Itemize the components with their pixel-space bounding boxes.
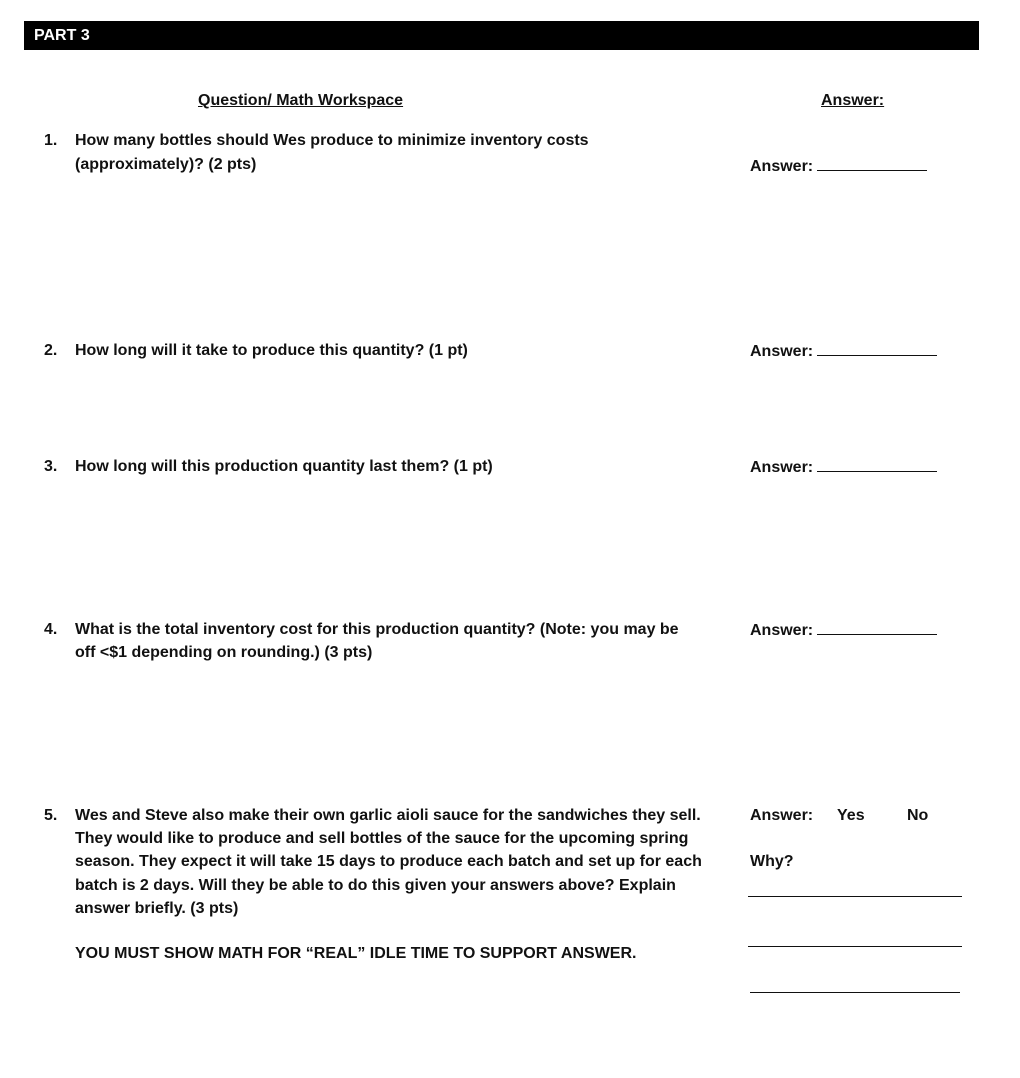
why-answer-line[interactable] xyxy=(750,992,960,993)
why-answer-line[interactable] xyxy=(748,896,962,897)
answer-blank[interactable] xyxy=(817,618,937,635)
no-option[interactable]: No xyxy=(907,807,929,824)
answer-header: Answer: xyxy=(821,92,885,109)
answer-field-2[interactable] xyxy=(750,339,937,363)
answer-field-1[interactable] xyxy=(750,154,927,178)
answer-label: Answer: xyxy=(750,343,814,360)
question-number: 4. xyxy=(44,621,58,638)
question-number: 2. xyxy=(44,342,58,359)
answer-label: Answer: xyxy=(750,622,814,639)
math-note: YOU MUST SHOW MATH FOR “REAL” IDLE TIME TO SUPPORT ANSWER. xyxy=(75,945,637,962)
answer-blank[interactable] xyxy=(817,154,927,171)
question-text-line: (approximately)? (2 pts) xyxy=(75,156,257,173)
question-number: 3. xyxy=(44,458,58,475)
answer-label: Answer: xyxy=(750,807,814,824)
answer-field-3[interactable] xyxy=(750,455,937,479)
question-text-line: off <$1 depending on rounding.) (3 pts) xyxy=(75,644,373,661)
answer-blank[interactable] xyxy=(817,455,937,472)
question-text-line: They would like to produce and sell bottles of the sauce for the upcoming spring xyxy=(75,830,689,847)
answer-label: Answer: xyxy=(750,459,814,476)
question-number: 1. xyxy=(44,132,58,149)
part-banner: PART 3 xyxy=(24,21,979,50)
question-text-line: How long will it take to produce this quantity? (1 pt) xyxy=(75,342,468,359)
workspace-header: Question/ Math Workspace xyxy=(198,92,404,109)
answer-blank[interactable] xyxy=(817,339,937,356)
why-label: Why? xyxy=(750,853,794,870)
question-text-line: Wes and Steve also make their own garlic aioli sauce for the sandwiches they sell. xyxy=(75,807,701,824)
question-text-line: answer briefly. (3 pts) xyxy=(75,900,239,917)
answer-label: Answer: xyxy=(750,158,814,175)
yes-option[interactable]: Yes xyxy=(837,807,865,824)
question-text-line: How many bottles should Wes produce to minimize inventory costs xyxy=(75,132,589,149)
question-number: 5. xyxy=(44,807,58,824)
answer-field-4[interactable] xyxy=(750,618,937,642)
why-answer-line[interactable] xyxy=(748,946,962,947)
question-text-line: season. They expect it will take 15 days to produce each batch and set up for each xyxy=(75,853,702,870)
question-text-line: batch is 2 days. Will they be able to do this given your answers above? Explain xyxy=(75,877,676,894)
question-text-line: How long will this production quantity last them? (1 pt) xyxy=(75,458,493,475)
question-text-line: What is the total inventory cost for this production quantity? (Note: you may be xyxy=(75,621,679,638)
